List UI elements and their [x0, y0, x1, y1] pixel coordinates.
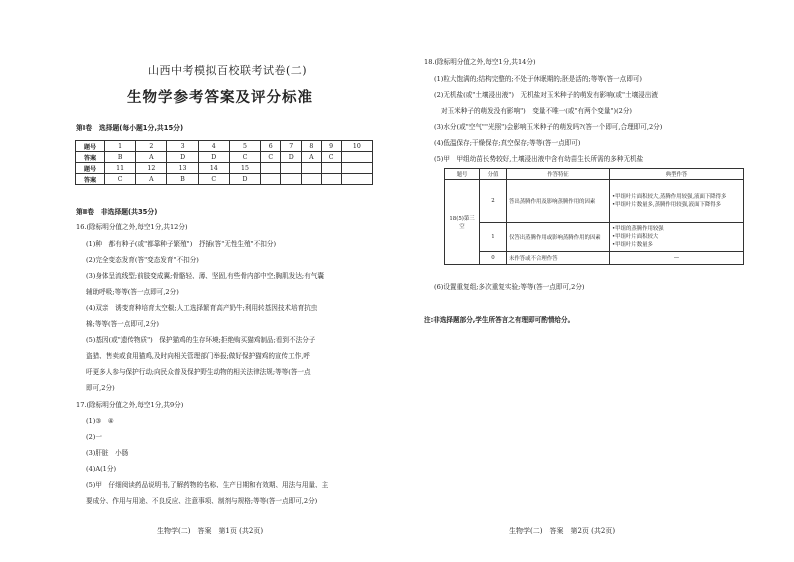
table-cell: [302, 163, 321, 174]
table-cell: 15: [229, 163, 260, 174]
answer-line: 吁更多人参与保护行动;向民众普及保护野生动物的相关法律法规;等等(答一点: [86, 368, 311, 376]
table-row: [445, 180, 744, 223]
answer-line: (3)肝脏 小肠: [86, 449, 129, 457]
question-number-cell: 18(5)第三空: [445, 180, 480, 265]
table-cell: 答案: [76, 174, 105, 185]
typical-answer-cell: [610, 180, 744, 223]
answer-line: (1)粒大饱满的;结构完整的;不处于休眠期的;胚是活的;等等(答一点即可): [434, 75, 642, 83]
choice-answer-table: [75, 140, 373, 185]
table-cell: 14: [198, 163, 229, 174]
answer-line: (4)A(1分): [86, 465, 117, 473]
table-cell: C: [198, 174, 229, 185]
table-cell: 题号: [76, 163, 105, 174]
table-cell: [321, 174, 341, 185]
table-cell: [341, 174, 372, 185]
score-cell: 2: [480, 180, 507, 223]
page-footer: 生物学(二) 答案 第2页 (共2页): [509, 527, 616, 535]
table-header: 分值: [480, 169, 507, 180]
typical-answer: •甲组叶片数量多: [612, 242, 653, 248]
answer-line: (5)甲 甲组幼苗长势较好,土壤浸出液中含有幼苗生长所需的多种无机盐: [434, 155, 644, 163]
table-row: [76, 163, 373, 174]
table-cell: C: [321, 152, 341, 163]
q16-heading: 16.(除标明分值之外,每空1分,共12分): [76, 223, 188, 231]
table-cell: [281, 163, 302, 174]
table-cell: 5: [229, 141, 260, 152]
table-cell: [302, 174, 321, 185]
table-row: [76, 141, 373, 152]
table-cell: 9: [321, 141, 341, 152]
answer-line: (2)无机盐(或"土壤浸出液") 无机盐对玉米种子的萌发有影响(或"土壤浸出液: [434, 91, 658, 99]
feature-cell: 答出蒸腾作用及影响蒸腾作用的因素: [507, 180, 610, 223]
answer-line: (4)低温保存;干燥保存;真空保存;等等(答一点即可): [434, 139, 581, 147]
table-cell: 答案: [76, 152, 105, 163]
answer-line: (1)种 都有种子(或"都靠种子繁殖") 抒插(答"无性生殖"不扣分): [86, 240, 277, 248]
table-cell: 7: [281, 141, 302, 152]
table-cell: [281, 174, 302, 185]
table-header: 题号: [445, 169, 480, 180]
grading-note: 注:非选择题部分,学生所答言之有理即可酌情给分。: [424, 316, 575, 324]
typical-answer: •甲组的蒸腾作用较强: [612, 226, 664, 232]
table-header: 典型作答: [610, 169, 744, 180]
table-cell: B: [105, 152, 136, 163]
answer-line: (2)完全变态发育(答"变态发育"不扣分): [86, 256, 199, 264]
answer-line: (5)甲 仔细阅读药品说明书,了解药物的名称、生产日期和有效期、用法与用量、主: [86, 481, 329, 489]
table-cell: 12: [136, 163, 167, 174]
table-cell: [261, 174, 281, 185]
feature-cell: 未作答或不合理作答: [507, 252, 610, 265]
score-cell: 1: [480, 223, 507, 252]
table-header: 作答特征: [507, 169, 610, 180]
answer-line: 即可,2分): [86, 384, 115, 392]
answer-line: 辅助呼吸;等等(答一点即可,2分): [86, 288, 179, 296]
table-cell: 4: [198, 141, 229, 152]
answer-line: (6)设置重复组;多次重复实验;等等(答一点即可,2分): [434, 283, 585, 291]
table-cell: 13: [167, 163, 198, 174]
exam-title: 山西中考模拟百校联考试卷(二): [148, 64, 308, 77]
scoring-rubric-table: [444, 168, 744, 265]
typical-answer-cell: [610, 223, 744, 252]
table-cell: A: [136, 152, 167, 163]
q17-heading: 17.(除标明分值之外,每空1分,共9分): [76, 401, 184, 409]
answer-line: 盗猎、售卖或食用猫鸡,及时向相关管理部门举报;做好保护猫鸡的宣传工作,呼: [86, 352, 311, 360]
section-2-heading: 第Ⅱ卷 非选择题(共35分): [76, 208, 158, 216]
table-row: [76, 152, 373, 163]
table-row: [445, 223, 744, 252]
answer-page-2: [397, 0, 794, 562]
typical-answer: •甲组叶片面积较大: [612, 234, 659, 240]
answer-line: 要成分、作用与用途、不良反应、注意事项、制剂与规格;等等(答一点即可,2分): [86, 497, 318, 505]
table-cell: C: [105, 174, 136, 185]
table-cell: 2: [136, 141, 167, 152]
table-cell: 6: [261, 141, 281, 152]
answer-line: 棉;等等(答一点即可,2分): [86, 320, 160, 328]
table-cell: 题号: [76, 141, 105, 152]
table-cell: [341, 163, 372, 174]
answer-line: (1)③ ④: [86, 417, 114, 425]
answer-line: (3)水分(或"空气""光照")会影响玉米种子的萌发吗?(答一个即可,合理即可,2分): [434, 123, 663, 131]
table-row: [445, 169, 744, 180]
answer-line: (2)一: [86, 433, 102, 441]
page-footer: 生物学(二) 答案 第1页 (共2页): [157, 527, 264, 535]
table-cell: 3: [167, 141, 198, 152]
table-cell: B: [167, 174, 198, 185]
table-cell: D: [281, 152, 302, 163]
table-cell: 1: [105, 141, 136, 152]
answer-line: (3)身体呈流线型;前肢变成翼;骨骼轻、薄、坚固,有些骨内部中空;胸肌发达;有气囊: [86, 272, 324, 280]
table-row: [76, 174, 373, 185]
feature-cell: 仅答出蒸腾作用或影响蒸腾作用的因素: [507, 223, 610, 252]
typical-answer-cell: —: [610, 252, 744, 265]
typical-answer: •甲组叶片面积较大,蒸腾作用较强,液面下降得多: [612, 194, 727, 200]
table-cell: D: [198, 152, 229, 163]
answer-line: (5)基因(或"遗传物质") 保护猫鸡的生存环境;拒绝购买猫鸡制品;看到不法分子: [86, 336, 316, 344]
answer-line: (4)双亲 诱变育种培育太空椒;人工选择繁育高产奶牛;利用转基因技术培育抗虫: [86, 304, 318, 312]
table-row: [445, 252, 744, 265]
table-cell: 8: [302, 141, 321, 152]
table-cell: [321, 163, 341, 174]
table-cell: C: [261, 152, 281, 163]
q18-heading: 18.(除标明分值之外,每空1分,共14分): [424, 58, 536, 66]
page-heading: 生物学参考答案及评分标准: [127, 90, 313, 106]
table-cell: [341, 152, 372, 163]
typical-answer: •甲组叶片数量多,蒸腾作用较强,液面下降得多: [612, 202, 722, 208]
table-cell: 11: [105, 163, 136, 174]
table-cell: D: [167, 152, 198, 163]
section-1-heading: 第Ⅰ卷 选择题(每小题1分,共15分): [76, 124, 184, 132]
table-cell: 10: [341, 141, 372, 152]
table-cell: C: [229, 152, 260, 163]
table-cell: [261, 163, 281, 174]
answer-line: 对玉米种子的萌发没有影响") 变量不唯一(或"有两个变量")(2分): [441, 107, 632, 115]
score-cell: 0: [480, 252, 507, 265]
table-cell: A: [302, 152, 321, 163]
table-cell: A: [136, 174, 167, 185]
table-cell: D: [229, 174, 260, 185]
